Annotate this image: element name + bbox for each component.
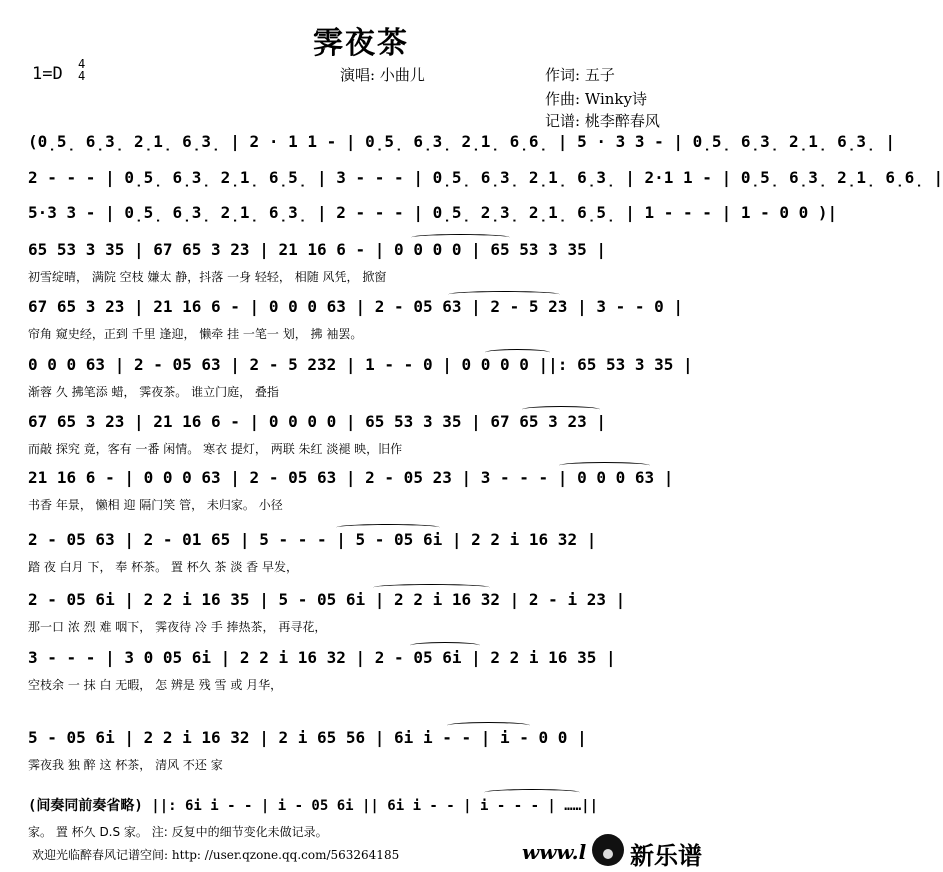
slur-mark (485, 349, 550, 356)
meter-bottom: 4 (78, 69, 86, 83)
notation-row: 2 - 05 63 | 2 - 01 65 | 5 - - - | 5 - 05 6i | 2 2 i 16 32 | (28, 530, 597, 549)
key-signature: 1=D (32, 64, 63, 84)
notation-row: 21 16 6 - | 0 0 0 63 | 2 - 05 63 | 2 - 05 23 | 3 - - - | 0 0 0 63 | (28, 468, 674, 487)
lyric-row: 而敲 探究 竟，客有 一番 闲情。 寒衣 提灯， 两联 朱红 淡褪 映，旧作 (28, 442, 403, 456)
notation-row: 5·3 3 - | 0̣5̣ 6̣3̣ 2̣1̣ 6̣3̣ | 2 - - - | 0̣5̣ 2̣3̣ 2̣1̣ 6̣5̣ | 1 - - - | 1 - 0 0 )| (28, 203, 838, 222)
notation-row: 0 0 0 63 | 2 - 05 63 | 2 - 5 232 | 1 - - 0 | 0 0 0 0 ||: 65 53 3 35 | (28, 355, 693, 374)
site-logo (592, 830, 720, 870)
lyric-row: 霁夜我 独 醉 这 杯茶， 清风 不还 家 (28, 758, 223, 772)
meter-top: 4 (78, 57, 86, 71)
lyric-row: 初雪绽晴， 满院 空枝 嫌太 静，抖落 一身 轻轻， 相随 风凭， 掀窗 (28, 270, 387, 284)
notation-row: (0̣5̣ 6̣3̣ 2̣1̣ 6̣3̣ | 2 · 1 1 - | 0̣5̣ 6̣3̣ 2̣1̣ 6̣6̣ | 5 · 3 3 - | 0̣5̣ 6̣3̣ 2̣1̣ 6̣3̣ | (28, 132, 895, 151)
lyric-row: 家。 置 杯久 D.S 家。 注: 反复中的细节变化未做记录。 (28, 825, 328, 839)
slur-mark (410, 642, 480, 649)
lyricist: 作词: 五子 (545, 66, 615, 84)
lyric-row: 渐蓉 久 拂笔添 蜡， 霁夜茶。 谁立门庭， 叠指 (28, 385, 279, 399)
lyric-row: 帘角 窥史经，正到 千里 逢迎， 懒牵 挂 一笔一 划， 拂 袖罢。 (28, 327, 363, 341)
notation-row: 3 - - - | 3 0 05 6i | 2 2 i 16 32 | 2 - 05 6i | 2 2 i 16 35 | (28, 648, 616, 667)
lyric-row: 踏 夜 白月 下， 奉 杯茶。 置 杯久 茶 淡 香 早发， (28, 560, 298, 574)
singer: 演唱: 小曲儿 (340, 66, 425, 84)
lyric-row: 那一口 浓 烈 难 咽下， 霁夜待 冷 手 捧热茶， 再寻花， (28, 620, 327, 634)
lyric-row: 书香 年景， 懒相 迎 隔门笑 管， 未归家。 小径 (28, 498, 283, 512)
slur-mark (336, 524, 440, 531)
slur-mark (411, 234, 510, 241)
slur-mark (522, 406, 600, 413)
notation-row: 67 65 3 23 | 21 16 6 - | 0 0 0 63 | 2 - 05 63 | 2 - 5 23 | 3 - - 0 | (28, 297, 684, 316)
slur-mark (373, 584, 490, 591)
slur-mark (448, 291, 560, 298)
logo-text: 新乐谱 (630, 842, 702, 870)
notation-row: 67 65 3 23 | 21 16 6 - | 0 0 0 0 | 65 53 3 35 | 67 65 3 23 | (28, 412, 606, 431)
slur-mark (559, 462, 650, 469)
notation-row: 2 - 05 6i | 2 2 i 16 35 | 5 - 05 6i | 2 2 i 16 32 | 2 - i 23 | (28, 590, 626, 609)
footer-text: 欢迎光临醉春风记谱空间: http: //user.qzone.qq.com/563264185 (32, 848, 400, 862)
notation-row: 65 53 3 35 | 67 65 3 23 | 21 16 6 - | 0 0 0 0 | 65 53 3 35 | (28, 240, 606, 259)
notation-row: 5 - 05 6i | 2 2 i 16 32 | 2 i 65 56 | 6i i - - | i - 0 0 | (28, 728, 587, 747)
time-signature (78, 58, 85, 82)
notation-row: 2 - - - | 0̣5̣ 6̣3̣ 2̣1̣ 6̣5̣ | 3 - - - | 0̣5̣ 6̣3̣ 2̣1̣ 6̣3̣ | 2·1 1 - | 0̣5̣ 6̣3̣ 2̣1̣ 6̣6̣ | (28, 168, 943, 187)
transcriber: 记谱: 桃李醉春风 (545, 112, 660, 130)
record-icon (592, 834, 624, 866)
slur-mark (484, 789, 580, 796)
site-url: www.l (522, 840, 587, 864)
song-title: 霁夜茶 (313, 26, 409, 61)
composer: 作曲: Winky诗 (545, 90, 647, 108)
lyric-row: 空枝余 一 抹 白 无暇， 怎 辨是 残 雪 或 月华， (28, 678, 283, 692)
slur-mark (447, 722, 530, 729)
notation-row: (间奏同前奏省略) ||: 6i i - - | i - 05 6i || 6i i - - | i - - - | ……|| (28, 798, 599, 814)
